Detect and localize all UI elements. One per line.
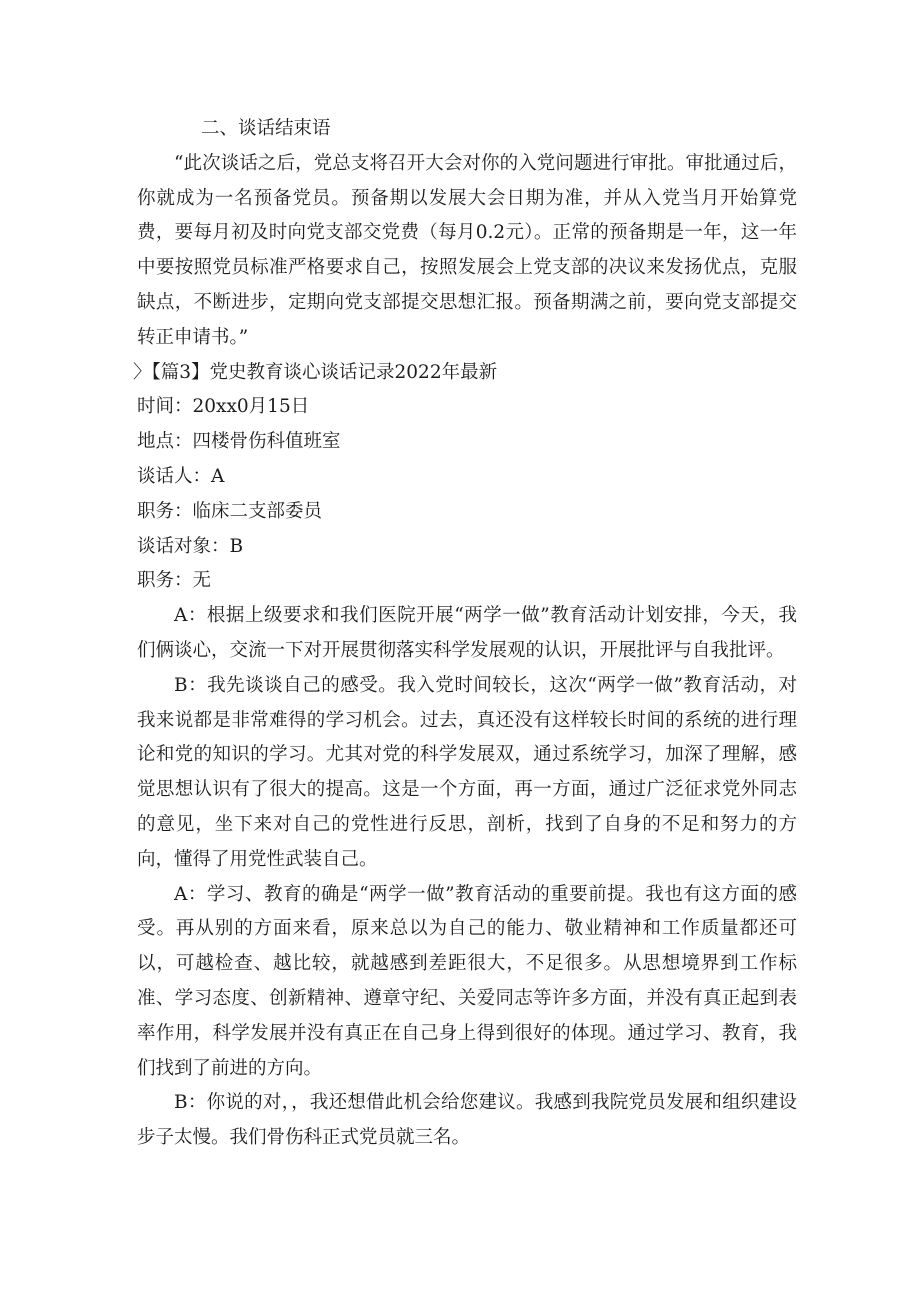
field-interviewer: 谈话人：A <box>137 465 225 487</box>
section-heading: 二、谈话结束语 <box>201 118 331 139</box>
field-interviewee-position: 职务：无 <box>137 570 212 592</box>
dialogue-paragraph: A：根据上级要求和我们医院开展“两学一做”教育活动计划安排，今天，我们俩谈心，交流一下对开展贯彻落实科学发展观的认识，开展批评与自我批评。 <box>137 605 797 661</box>
dialogue-paragraph: A：学习、教育的确是“两学一做”教育活动的重要前提。我也有这方面的感受。再从别的方面来看，原来总以为自己的能力、敬业精神和工作质量都还可以，可越检查、越比较，就越感到差距很大，不足很多。从思想境界到工作标准、学习态度、创新精神、遵章守纪、关爱同志等许多方面，并没有真正起到表率作用，科学发展并没有真正在自己身上得到很好的体现。通过学习、教育，我们找到了前进的方向。 <box>137 883 797 1079</box>
closing-quote-paragraph: “此次谈话之后，党总支将召开大会对你的入党问题进行审批。审批通过后，你就成为一名预备党员。预备期以发展大会日期为准，并从入党当月开始算党费，要每月初及时向党支部交党费（每月0.2元）。正常的预备期是一年，这一年中要按照党员标准严格要求自己，按照发展会上党支部的决议来发扬优点，克服缺点，不断进步，定期向党支部提交思想汇报。预备期满之前，要向党支部提交转正申请书。” <box>137 152 797 348</box>
dialogue-paragraph: B：我先谈谈自己的感受。我入党时间较长，这次“两学一做”教育活动，对我来说都是非常难得的学习机会。过去，真还没有这样较长时间的系统的进行理论和党的知识的学习。尤其对党的科学发展双，通过系统学习，加深了理解，感觉思想认识有了很大的提高。这是一个方面，再一方面，通过广泛征求党外同志的意见，坐下来对自己的党性进行反思，剖析，找到了自身的不足和努力的方向，懂得了用党性武装自己。 <box>137 674 797 870</box>
article-heading: 〉【篇3】党史教育谈心谈话记录2022年最新 <box>133 361 498 383</box>
field-interviewer-position: 职务：临床二支部委员 <box>137 500 323 522</box>
field-location: 地点：四楼骨伤科值班室 <box>137 431 341 453</box>
dialogue-paragraph: B：你说的对，，我还想借此机会给您建议。我感到我院党员发展和组织建设步子太慢。我们骨伤科正式党员就三名。 <box>137 1092 797 1149</box>
field-interviewee: 谈话对象：B <box>137 535 244 557</box>
field-time: 时间：20xx0月15日 <box>137 396 310 418</box>
document-body <box>133 112 797 1156</box>
